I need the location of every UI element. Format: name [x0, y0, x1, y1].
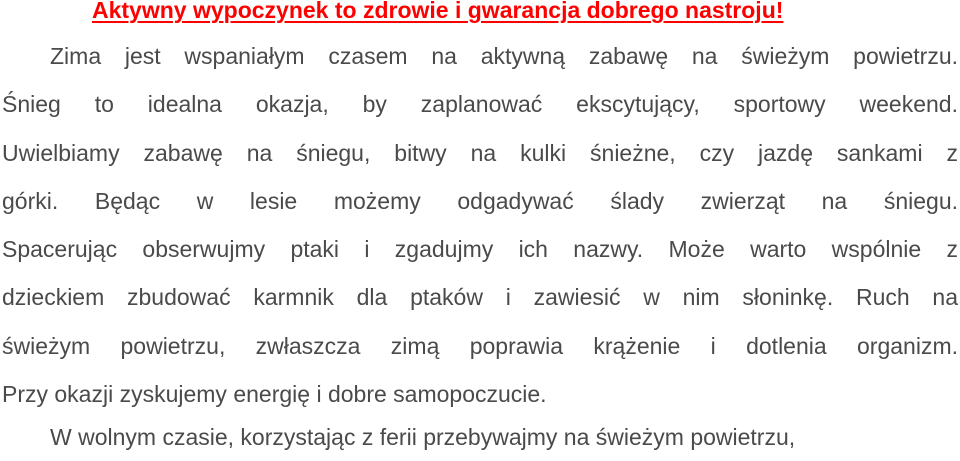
paragraph-line: W wolnym czasie, korzystając z ferii przebywajmy na świeżym powietrzu,	[50, 424, 796, 450]
paragraph-free-time	[2, 413, 958, 461]
paragraph-line: Śnieg to idealna okazja, by zaplanować ekscytujący, sportowy weekend.	[2, 91, 958, 118]
paragraph-winter-activities	[2, 32, 958, 418]
paragraph-line: Przy okazji zyskujemy energię i dobre samopoczucie.	[2, 381, 547, 408]
paragraph-line: górki. Będąc w lesie możemy odgadywać ślady zwierząt na śniegu.	[2, 187, 958, 214]
paragraph-line: świeżym powietrzu, zwłaszcza zimą poprawia krążenie i dotlenia organizm.	[2, 332, 958, 359]
paragraph-line: Uwielbiamy zabawę na śniegu, bitwy na kulki śnieżne, czy jazdę sankami z	[2, 139, 958, 166]
document-title: Aktywny wypoczynek to zdrowie i gwarancja dobrego nastroju!	[92, 0, 784, 23]
paragraph-line: Zima jest wspaniałym czasem na aktywną zabawę na świeżym powietrzu.	[50, 43, 958, 69]
paragraph-line: dzieckiem zbudować karmnik dla ptaków i zawiesić w nim słoninkę. Ruch na	[2, 284, 958, 311]
paragraph-line: Spacerując obserwujmy ptaki i zgadujmy ich nazwy. Może warto wspólnie z	[2, 236, 958, 263]
